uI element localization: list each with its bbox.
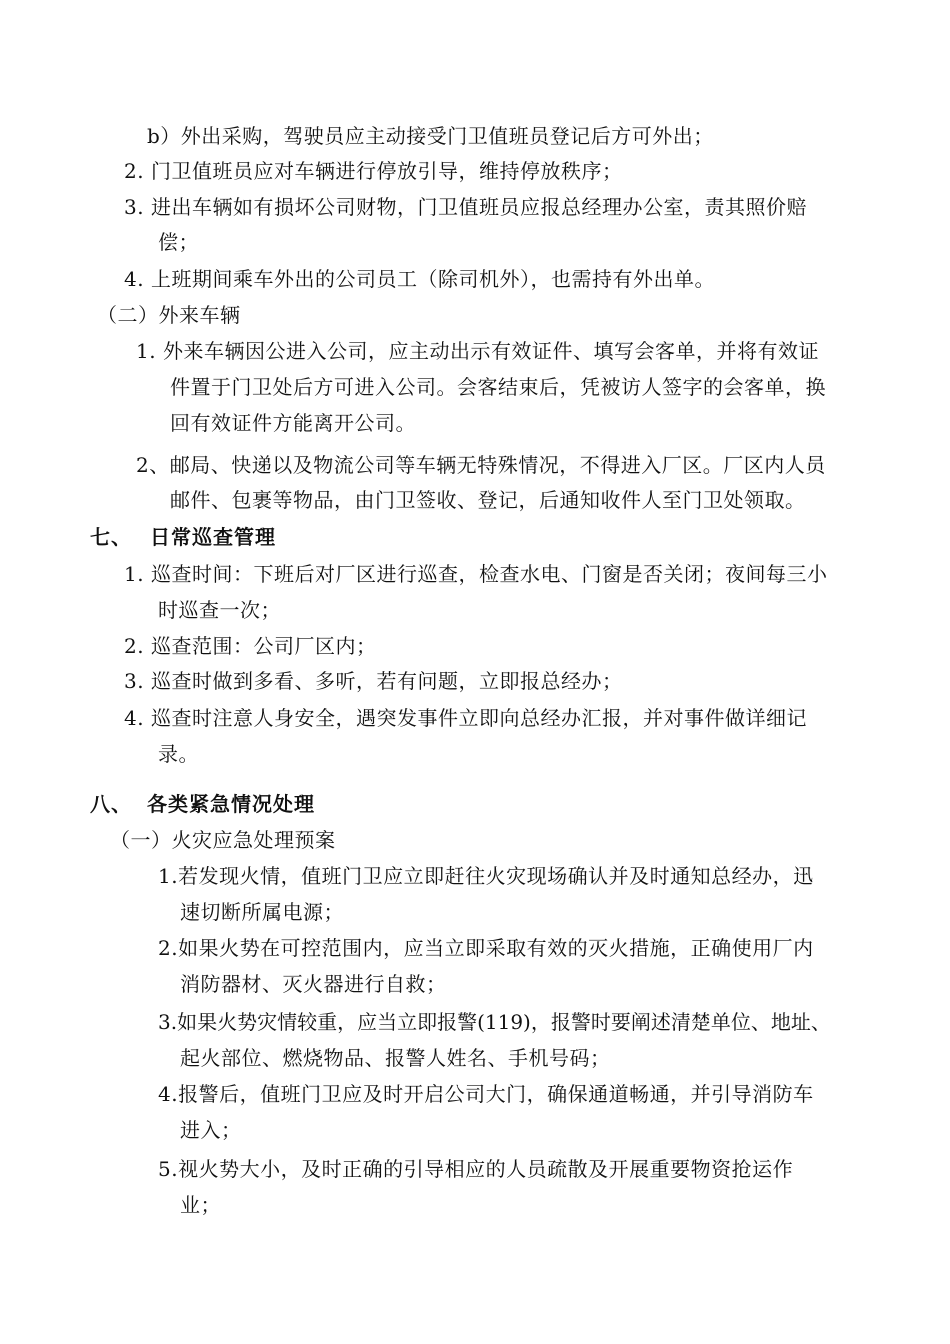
section-number: 八、	[90, 792, 132, 816]
list-item: 3. 巡查时做到多看、多听，若有问题，立即报总经办；	[124, 669, 623, 693]
section-title: 各类紧急情况处理	[147, 792, 315, 816]
paragraph-line: 业；	[180, 1193, 221, 1217]
paragraph-line: 消防器材、灭火器进行自救；	[180, 972, 447, 996]
paragraph-line: 速切断所属电源；	[180, 900, 344, 924]
list-item: 1. 外来车辆因公进入公司，应主动出示有效证件、填写会客单，并将有效证	[136, 339, 819, 363]
list-item: 4. 巡查时注意人身安全，遇突发事件立即向总经办汇报，并对事件做详细记	[124, 706, 807, 730]
list-item: 2. 门卫值班员应对车辆进行停放引导，维持停放秩序；	[124, 159, 623, 183]
list-item: 2. 巡查范围：公司厂区内；	[124, 634, 377, 658]
paragraph-line: 邮件、包裹等物品，由门卫签收、登记，后通知收件人至门卫处领取。	[170, 488, 806, 512]
subsection-heading: （二）外来车辆	[97, 303, 241, 327]
paragraph-line: 偿；	[158, 230, 199, 254]
paragraph-line: 件置于门卫处后方可进入公司。会客结束后，凭被访人签字的会客单，换	[170, 375, 826, 399]
list-item: 2.如果火势在可控范围内，应当立即采取有效的灭火措施，正确使用厂内	[158, 936, 814, 960]
section-number: 七、	[90, 525, 132, 549]
list-item: 5.视火势大小，及时正确的引导相应的人员疏散及开展重要物资抢运作	[158, 1157, 794, 1181]
list-item: 2、邮局、快递以及物流公司等车辆无特殊情况，不得进入厂区。厂区内人员	[136, 453, 826, 477]
list-item: 4. 上班期间乘车外出的公司员工（除司机外），也需持有外出单。	[124, 267, 715, 291]
list-item: 3. 进出车辆如有损坏公司财物，门卫值班员应报总经理办公室，责其照价赔	[124, 195, 807, 219]
paragraph-line: 时巡查一次；	[158, 598, 281, 622]
paragraph-line: 进入；	[180, 1118, 242, 1142]
list-item: 4.报警后，值班门卫应及时开启公司大门，确保通道畅通，并引导消防车	[158, 1082, 814, 1106]
list-item: 3.如果火势灾情较重，应当立即报警(119)，报警时要阐述清楚单位、地址、	[158, 1010, 831, 1034]
paragraph-line: 回有效证件方能离开公司。	[170, 411, 416, 435]
paragraph-line: 起火部位、燃烧物品、报警人姓名、手机号码；	[180, 1046, 611, 1070]
list-item: 1.若发现火情，值班门卫应立即赶往火灾现场确认并及时通知总经办，迅	[158, 864, 814, 888]
section-heading	[90, 791, 315, 817]
subsection-heading: （一）火灾应急处理预案	[110, 828, 336, 852]
section-heading	[90, 524, 276, 550]
list-item: 1. 巡查时间：下班后对厂区进行巡查，检查水电、门窗是否关闭；夜间每三小	[124, 562, 828, 586]
paragraph-line: b）外出采购，驾驶员应主动接受门卫值班员登记后方可外出；	[147, 124, 714, 148]
paragraph-line: 录。	[158, 742, 199, 766]
section-title: 日常巡查管理	[150, 525, 276, 549]
